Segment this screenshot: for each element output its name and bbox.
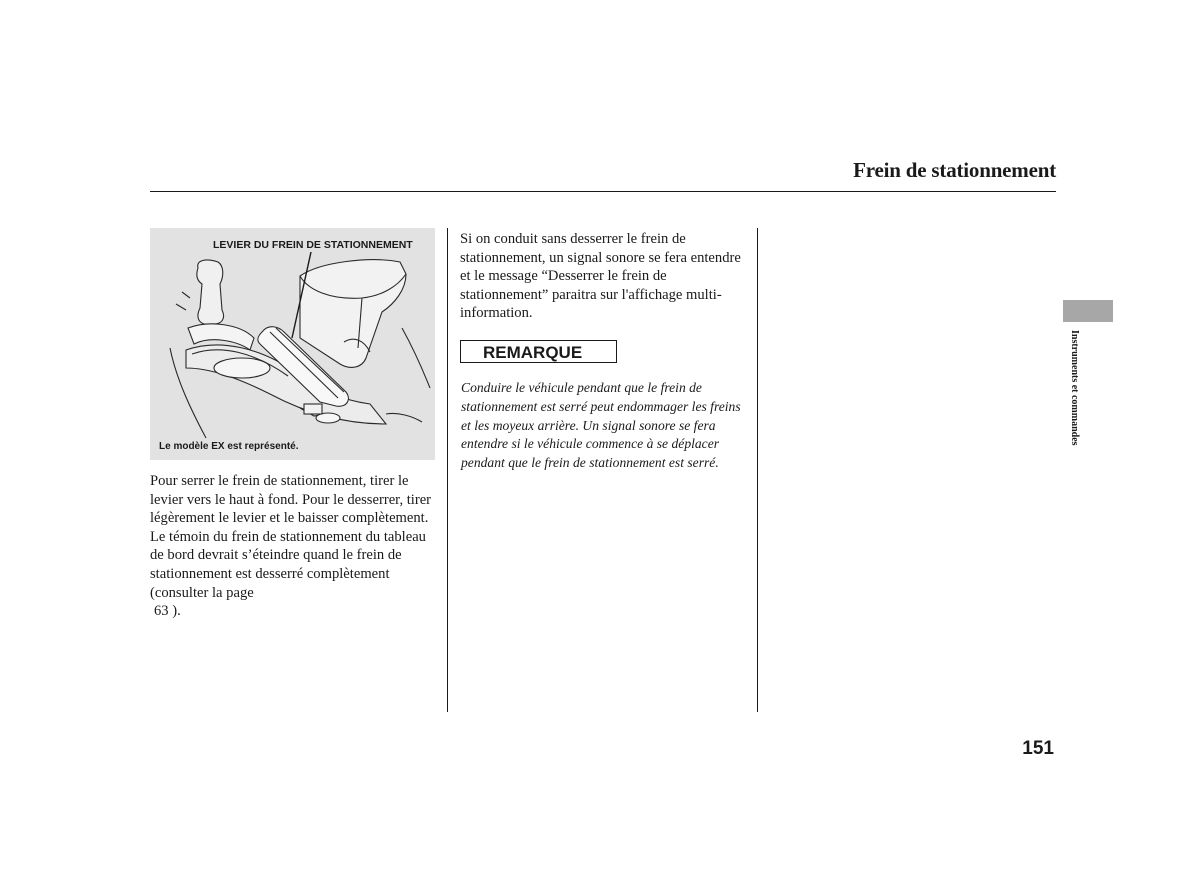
figure-callout-label: LEVIER DU FREIN DE STATIONNEMENT (213, 239, 413, 251)
warning-paragraph: Si on conduit sans desserrer le frein de stationnement, un signal sonore se fera entendre et le message “Desserrer le frein de stationnement” paraitra sur l'affichage multi-information. (460, 231, 741, 322)
parking-brake-illustration (150, 228, 435, 460)
header-divider (150, 191, 1056, 192)
notice-text: Conduire le véhicule pendant que le frein de stationnement est serré peut endommager les freins et les moyeux arrière. Un signal sonore se fera entendre si le véhicule commence à se déplacer pendant que le frein de stationnement est serré. (461, 380, 741, 471)
parking-brake-drawing (150, 228, 435, 460)
left-column-text (150, 472, 440, 621)
page-title: Frein de stationnement (853, 158, 1056, 182)
section-tab-label: Instruments et commandes (1069, 330, 1080, 446)
brake-instructions-paragraph: Pour serrer le frein de stationnement, tirer le levier vers le haut à fond. Pour le desserrer, tirer légèrement le levier et le baisser complètement. Le témoin du frein de stationnement du tableau de bord devrait s’éteindre quand le frein de stationnement est desserré complètement (consulter la page (150, 473, 432, 601)
page-number: 151 (1022, 738, 1054, 759)
page-reference: 63 ). (154, 603, 181, 620)
column-divider-left (447, 228, 448, 712)
figure-caption: Le modèle EX est représenté. (159, 441, 299, 452)
notice-label: REMARQUE (460, 340, 617, 363)
column-divider-right (757, 228, 758, 712)
section-tab (1063, 300, 1113, 322)
